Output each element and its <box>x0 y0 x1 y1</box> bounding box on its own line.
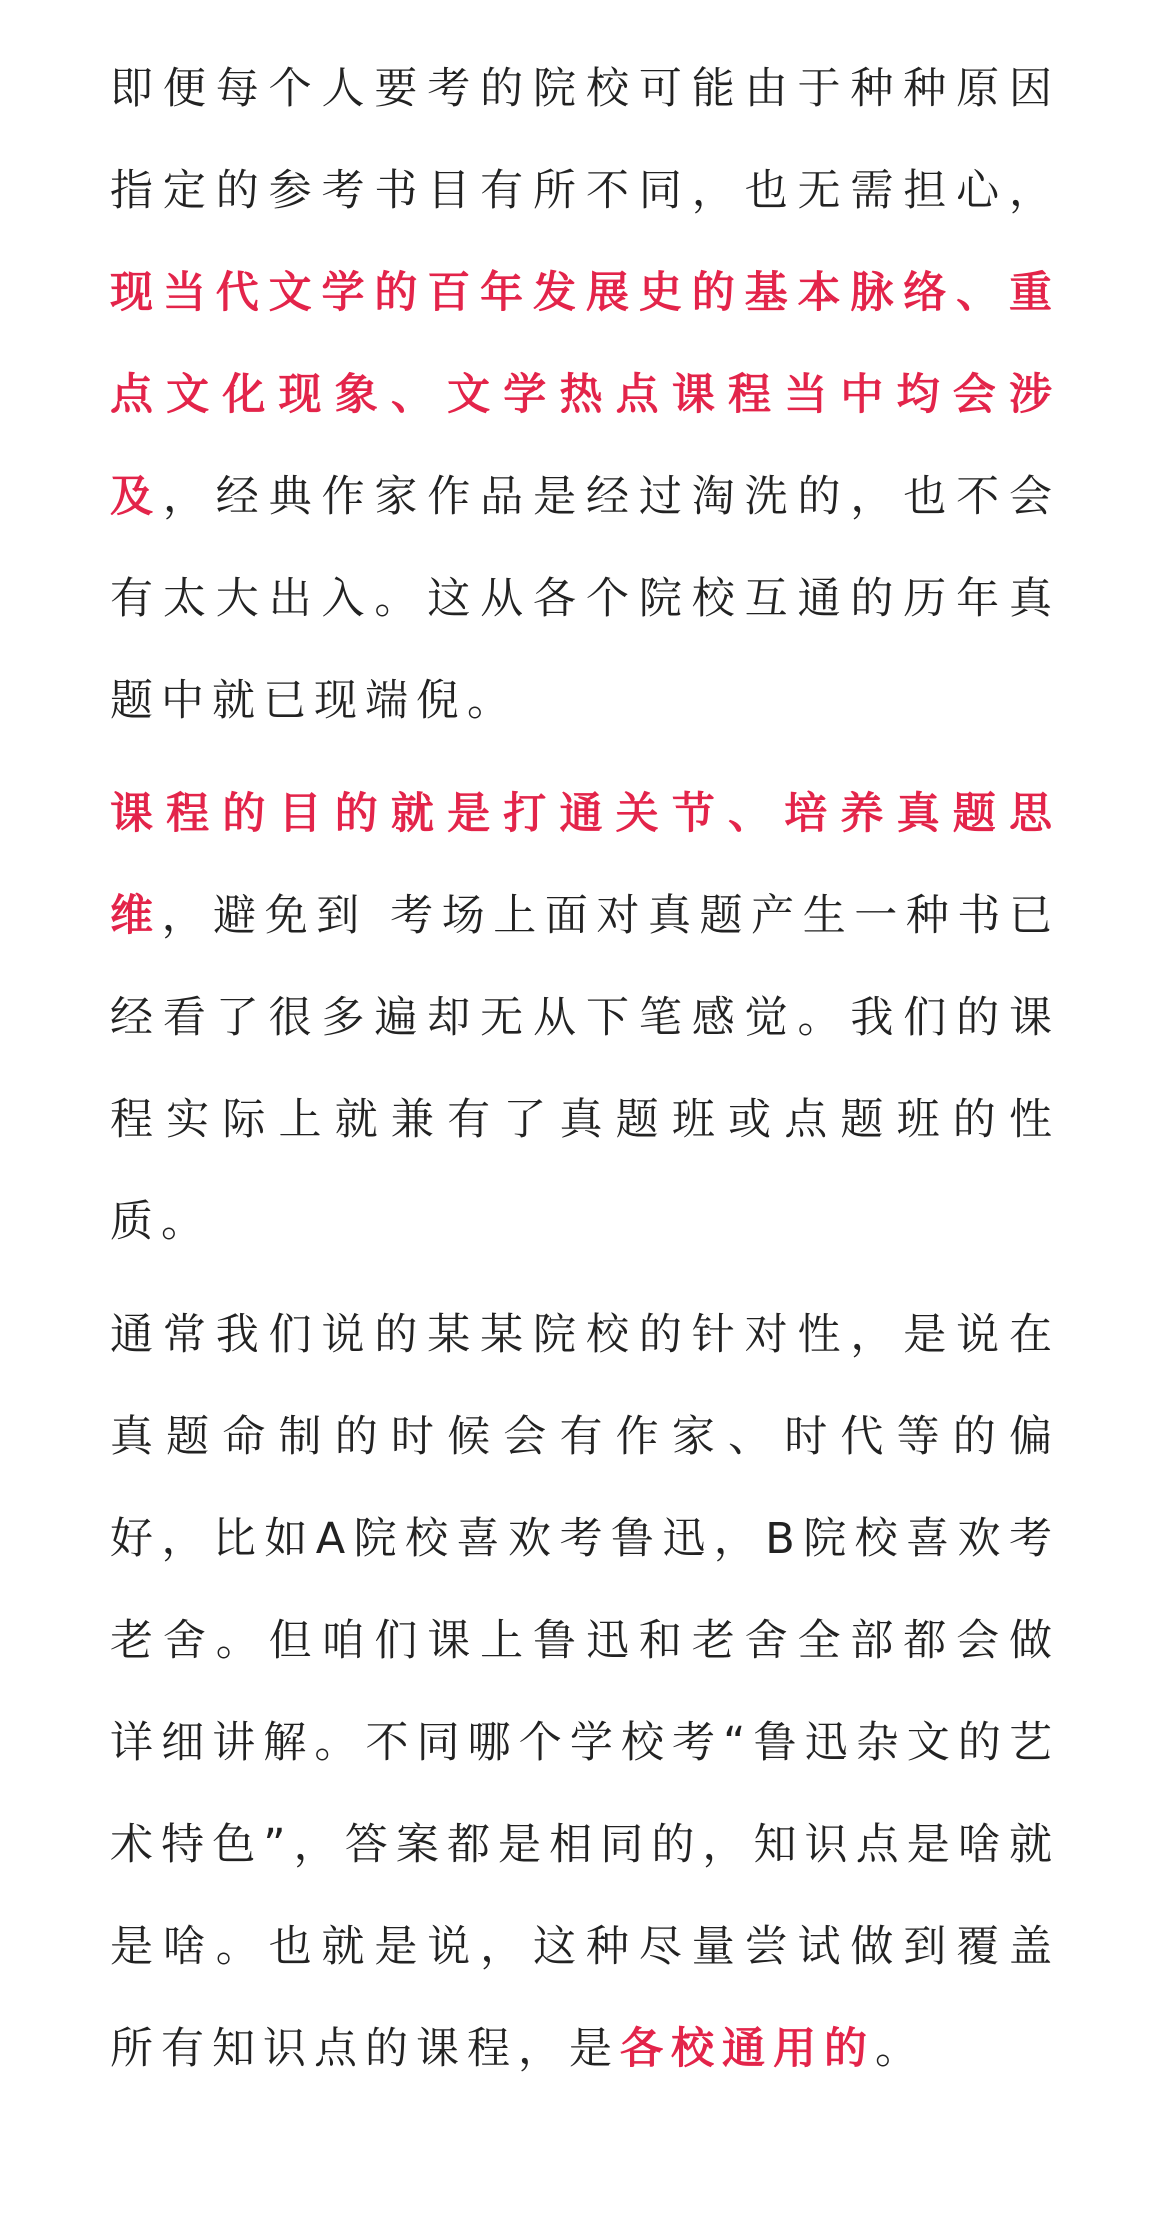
text-segment: 通常我们说的某某院校的针对性，是说在真题命制的时候会有作家、时代等的偏好，比如A院校喜欢考鲁迅，B院校喜欢考老舍。但咱们课上鲁迅和老舍全部都会做详细讲解。不同哪个学校考“鲁迅杂文的艺术特色”，答案都是相同的，知识点是啥就是啥。也就是说，这种尽量尝试做到覆盖所有知识点的课程，是 <box>110 1310 1060 2074</box>
article-body <box>110 38 1060 2111</box>
paragraph-school-targeting <box>110 1284 1060 2100</box>
paragraph-exam-scope <box>110 38 1060 752</box>
paragraph-course-goal <box>110 763 1060 1273</box>
text-segment: ，经典作家作品是经过淘洗的，也不会有太大出入。这从各个院校互通的历年真题中就已现端倪。 <box>110 472 1061 726</box>
highlighted-text: 各校通用的 <box>620 2024 875 2074</box>
highlighted-text: 课程的目的就是打通关节、培养真题思维 <box>110 789 1060 941</box>
text-segment: ，避免到 考场上面对真题产生一种书已经看了很多遍却无从下笔感觉。我们的课程实际上就兼有了真题班或点题班的性质。 <box>110 891 1061 1247</box>
text-segment: 即便每个人要考的院校可能由于种种原因指定的参考书目有所不同，也无需担心， <box>110 64 1060 216</box>
text-segment: 。 <box>875 2024 926 2074</box>
highlighted-text: 现当代文学的百年发展史的基本脉络、重点文化现象、文学热点课程当中均会涉及 <box>110 268 1060 522</box>
